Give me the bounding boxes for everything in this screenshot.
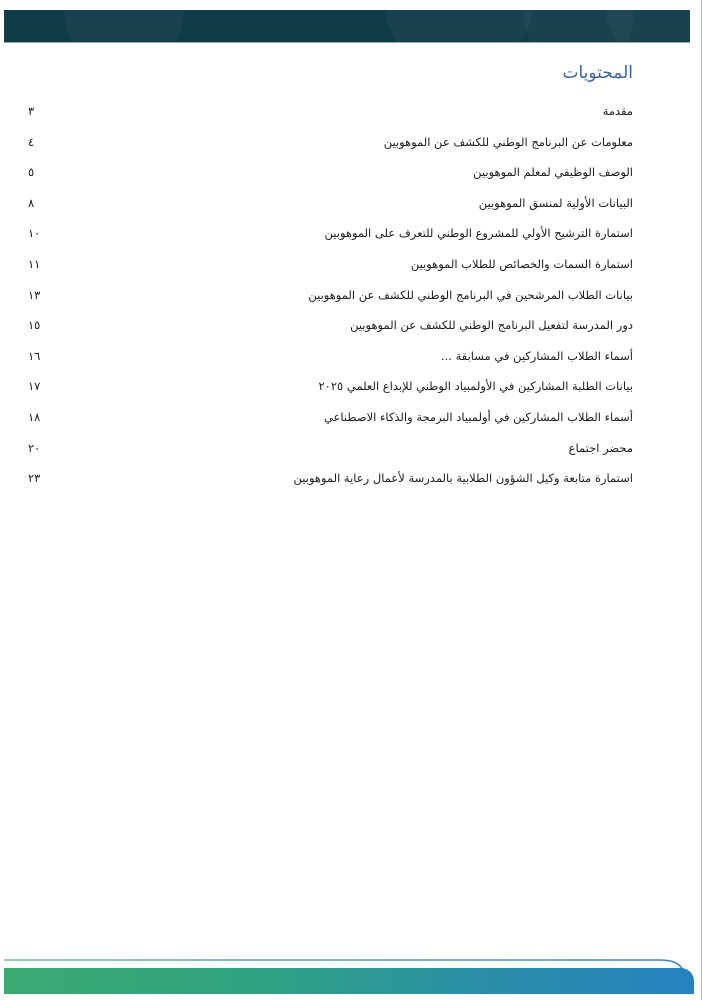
toc-entry-page-number: ١٦	[28, 348, 41, 363]
toc-entry[interactable]	[0, 402, 701, 433]
toc-entry-page-number: ١٨	[28, 409, 41, 424]
toc-entry[interactable]	[0, 218, 701, 249]
toc-entry-page-number: ٣	[28, 104, 35, 118]
toc-entry-page-number: ١١	[28, 256, 41, 271]
toc-entry-page-number: ١٣	[28, 287, 41, 302]
header-arc-decoration	[604, 10, 690, 43]
toc-entry[interactable]	[0, 157, 701, 188]
toc-entry-page-number: ١٥	[28, 318, 41, 333]
page-title: المحتويات	[562, 63, 633, 83]
toc-entry-page-number: ٢٠	[28, 440, 41, 455]
toc-entry-label: أسماء الطلاب المشاركين في أولمبياد البرمجة والذكاء الاصطناعي	[323, 409, 633, 424]
toc-entry-label: دور المدرسة لتفعيل البرنامج الوطني للكشف عن الموهوبين	[350, 318, 633, 333]
toc-entry-label: بيانات الطلبة المشاركين في الأولمبياد الوطني للإبداع العلمي ٢٠٢٥	[318, 379, 633, 394]
toc-entry-label: استمارة متابعة وكيل الشؤون الطلابية بالمدرسة لأعمال رعاية الموهوبين	[293, 471, 633, 486]
toc-entry[interactable]	[0, 249, 701, 280]
toc-entry[interactable]	[0, 371, 701, 402]
toc-entry-page-number: ٨	[28, 195, 35, 210]
toc-entry-page-number: ٥	[28, 165, 35, 180]
header-band	[4, 10, 690, 43]
toc-entry[interactable]	[0, 310, 701, 341]
toc-entry-page-number: ١٧	[28, 379, 41, 394]
toc-entry-label: أسماء الطلاب المشاركين في مسابقة ...	[440, 348, 633, 363]
toc-entry-page-number: ٢٣	[28, 471, 41, 486]
toc-entry-label: محضر اجتماع	[568, 440, 633, 455]
toc-entry-label: استمارة السمات والخصائص للطلاب الموهوبين	[410, 256, 633, 271]
toc-entry-label: بيانات الطلاب المرشحين في البرنامج الوطني للكشف عن الموهوبين	[308, 287, 633, 302]
toc-entry[interactable]	[0, 96, 701, 127]
header-arc-decoration	[384, 10, 534, 43]
toc-entry[interactable]	[0, 280, 701, 311]
toc-entry[interactable]	[0, 433, 701, 464]
table-of-contents	[0, 96, 701, 494]
toc-entry-label: البيانات الأولية لمنسق الموهوبين	[478, 195, 633, 210]
toc-entry-label: استمارة الترشيح الأولي للمشروع الوطني للتعرف على الموهوبين	[324, 226, 633, 241]
toc-entry-page-number: ٤	[28, 134, 35, 149]
toc-entry-label: معلومات عن البرنامج الوطني للكشف عن الموهوبين	[383, 134, 633, 149]
footer-gradient-bar	[4, 968, 694, 994]
toc-entry-page-number: ١٠	[28, 226, 41, 241]
toc-entry[interactable]	[0, 463, 701, 494]
toc-entry-label: مقدمة	[602, 104, 633, 118]
toc-entry[interactable]	[0, 341, 701, 372]
toc-entry-label: الوصف الوظيفي لمعلم الموهوبين	[473, 165, 633, 180]
toc-entry[interactable]	[0, 127, 701, 158]
toc-entry[interactable]	[0, 188, 701, 219]
header-arc-decoration	[64, 10, 184, 43]
